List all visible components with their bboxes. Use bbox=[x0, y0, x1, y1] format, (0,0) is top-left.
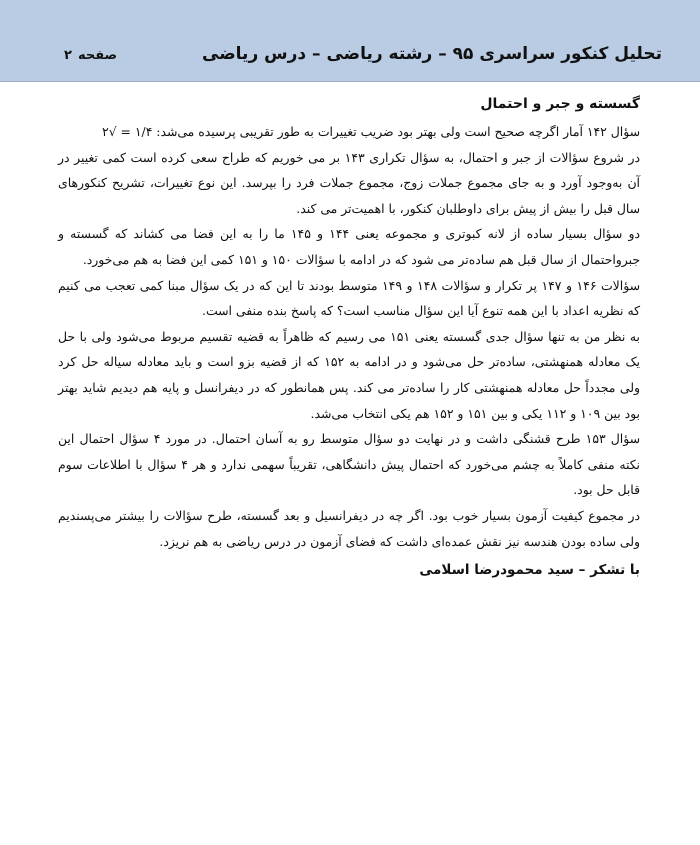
page-label: صفحه bbox=[77, 48, 118, 63]
page-number-label bbox=[58, 48, 117, 63]
section-heading: گسسته و جبر و احتمال bbox=[480, 96, 640, 112]
page-number: ۲ bbox=[64, 48, 72, 63]
paragraph-summary: در مجموع کیفیت آزمون بسیار خوب بود. اگر چه در دیفرانسیل و بعد گسسته، طرح سؤالات را بیشتر می‌پسندیم ولی ساده بودن هندسه نیز نقش عمده‌ای داشت که فضای آزمون در درس ریاضی به هم نریزد. bbox=[58, 507, 640, 549]
paragraph-q144-145: دو سؤال بسیار ساده از لانه کبوتری و مجموعه یعنی ۱۴۴ و ۱۴۵ ما را به این فضا می کشاند که گسسته و جبرواحتمال از سال قبل هم ساده‌تر می شود که در ادامه با سؤالات ۱۵۰ و ۱۵۱ کمی این فضا به هم می‌خورد. bbox=[58, 226, 640, 267]
page-header bbox=[0, 0, 700, 82]
author-signature: با تشکر – سید محمودرضا اسلامی bbox=[419, 562, 640, 579]
document-body bbox=[58, 93, 640, 582]
paragraph-q151-152: به نظر من به تنها سؤال جدی گسسته یعنی ۱۵۱ می رسیم که ظاهراً به قضیه تقسیم مربوط می‌شود ولی با حل یک معادله همنهشتی، ساده‌تر حل می‌شود و در ادامه به ۱۵۲ که از قضیه بزو است و باید معادله سیاله حل کرد ولی مجدداً حل معادله همنهشتی کار را ساده‌تر می کند. پس همانطور که در دیفرانسل و پایه هم دیدیم شاید بهتر بود بین ۱۰۹ و ۱۱۲ یکی و بین ۱۵۱ و ۱۵۲ هم یکی انتخاب می‌شد. bbox=[58, 328, 641, 421]
paragraph-q143: در شروع سؤالات از جبر و احتمال، به سؤال تکراری ۱۴۳ بر می خوریم که طراح سعی کرده است کمی تغییر در آن به‌وجود آورد و به جای مجموع جملات زوج، مجموع جملات فرد را بپرسد. این نوع تغییرات، تشریح کنکورهای سال قبل را بیش از پیش برای داوطلبان کنکور، با اهمیت‌تر می کند. bbox=[58, 149, 640, 216]
paragraph-q146-149: سؤالات ۱۴۶ و ۱۴۷ پر تکرار و سؤالات ۱۴۸ و ۱۴۹ متوسط بودند تا این که در یک سؤال مبنا کمی تعجب می کنیم که نظریه اعداد با این همه تنوع آیا این سؤال مناسب است؟ که پاسخ بنده منفی است. bbox=[58, 277, 640, 319]
paragraph-q142: سؤال ۱۴۲ آمار اگرچه صحیح است ولی بهتر بود ضریب تغییرات به طور تقریبی پرسیده می‌شد: ۱/۴ = √۲ bbox=[102, 124, 640, 139]
paragraph-q153: سؤال ۱۵۳ طرح قشنگی داشت و در نهایت دو سؤال متوسط رو به آسان احتمال. در مورد ۴ سؤال احتمال این نکته منفی کاملاً به چشم می‌خورد که احتمال پیش دانشگاهی، تقریباً سهمی ندارد و هر ۴ سؤال با اطلاعات سوم قابل حل بود. bbox=[58, 431, 640, 498]
document-title: تحلیل کنکور سراسری ۹۵ – رشته ریاضی – درس ریاضی bbox=[202, 44, 662, 64]
